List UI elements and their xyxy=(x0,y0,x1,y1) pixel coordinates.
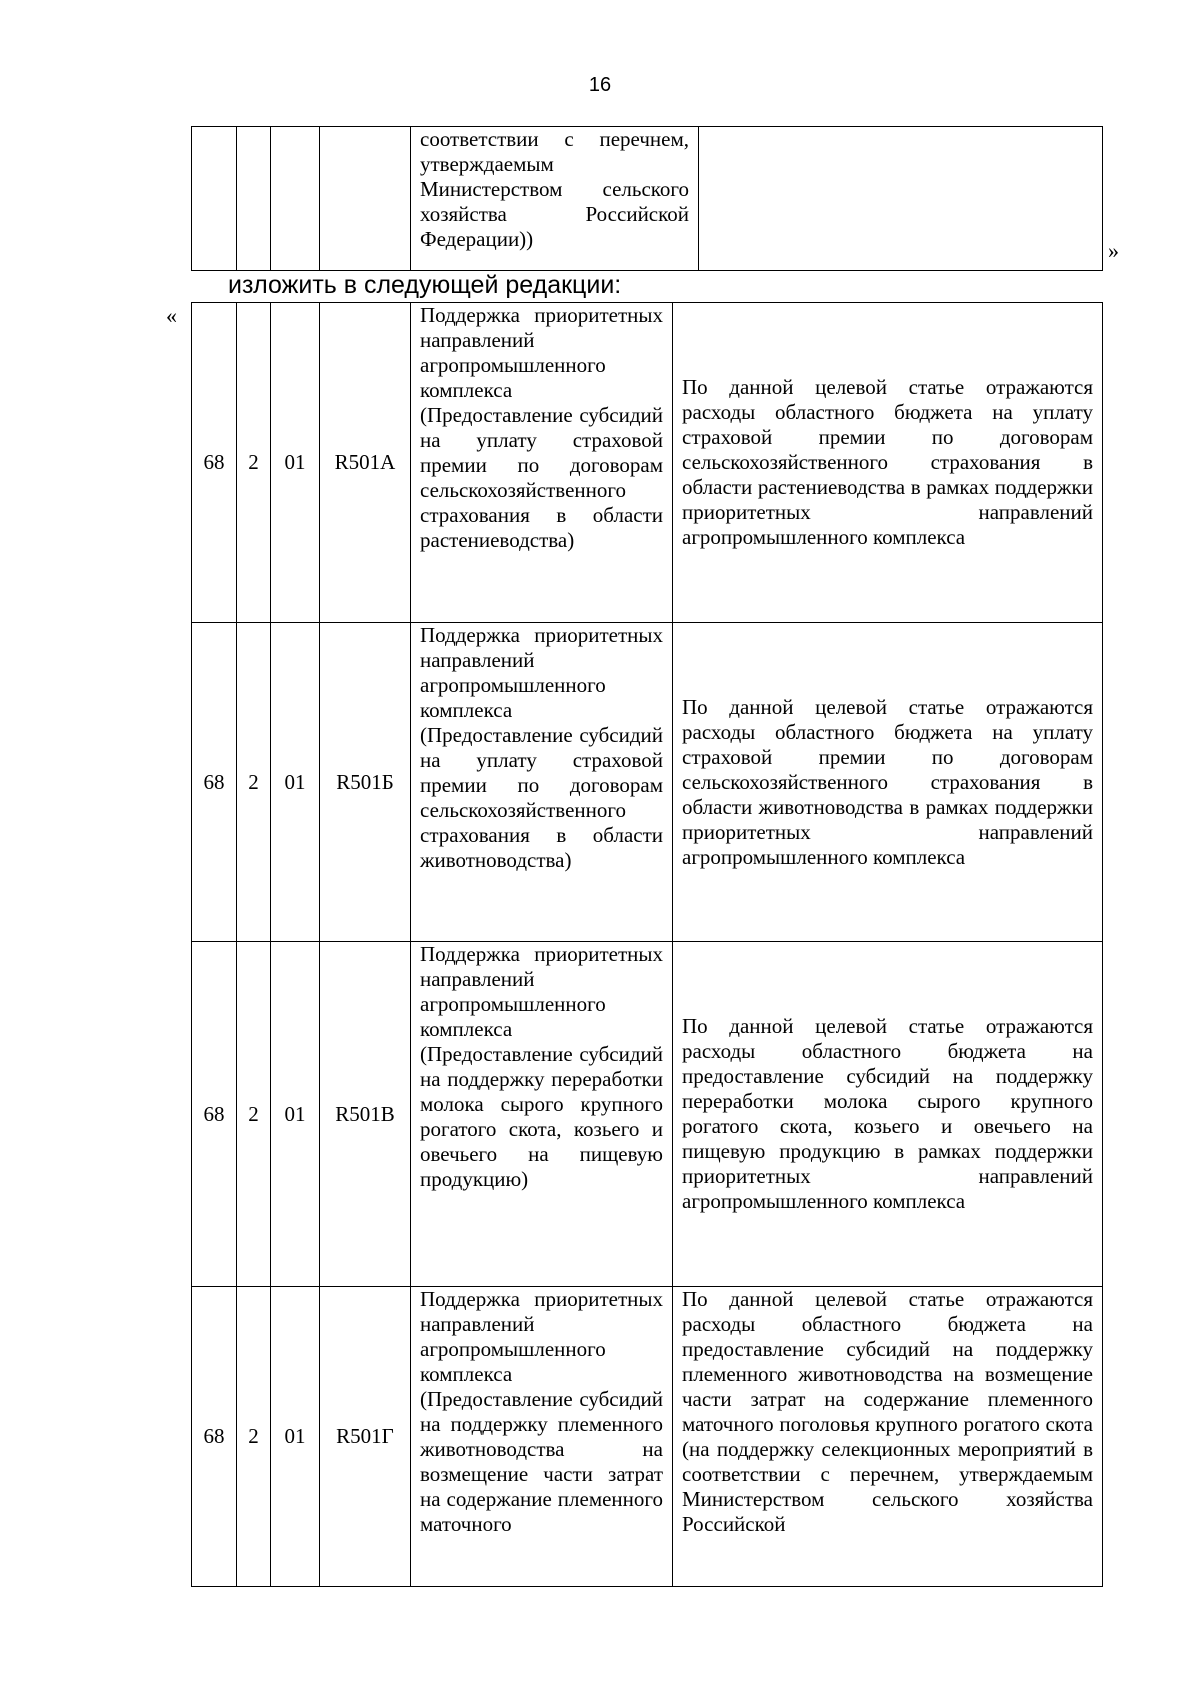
closing-quote: » xyxy=(1108,238,1119,263)
description-cell xyxy=(699,127,1103,271)
code-part-2: 2 xyxy=(237,1287,271,1587)
code-part-3: 01 xyxy=(271,303,320,623)
table-row xyxy=(192,127,1103,271)
code-part-4: R501В xyxy=(320,942,411,1287)
table-row xyxy=(192,303,1103,623)
table-cell xyxy=(271,127,320,271)
page-number: 16 xyxy=(588,74,612,96)
code-part-1: 68 xyxy=(192,303,237,623)
table-row xyxy=(192,1287,1103,1587)
description-cell: По данной целевой статье отражаются расходы областного бюджета на предоставление субсидий на поддержку переработки молока сырого крупного рогатого скота, козьего и овечьего на пищевую продукцию в рамках поддержки приоритетных направлений агропромышленного комплекса xyxy=(673,942,1103,1287)
main-table xyxy=(191,302,1103,1587)
code-part-4: R501Г xyxy=(320,1287,411,1587)
code-part-1: 68 xyxy=(192,623,237,942)
code-part-4: R501А xyxy=(320,303,411,623)
table-cell xyxy=(320,127,411,271)
table-cell xyxy=(192,127,237,271)
code-part-3: 01 xyxy=(271,623,320,942)
table-row xyxy=(192,623,1103,942)
code-part-3: 01 xyxy=(271,942,320,1287)
top-table-fragment xyxy=(191,126,1103,271)
name-cell: Поддержка приоритетных направлений агропромышленного комплекса (Предоставление субсидий на поддержку племенного животноводства на возмещение части затрат на содержание племенного маточного xyxy=(411,1287,673,1587)
code-part-1: 68 xyxy=(192,1287,237,1587)
table-cell xyxy=(237,127,271,271)
name-cell: Поддержка приоритетных направлений агропромышленного комплекса (Предоставление субсидий на уплату страховой премии по договорам сельскохозяйственного страхования в области животноводства) xyxy=(411,623,673,942)
description-cell: По данной целевой статье отражаются расходы областного бюджета на уплату страховой премии по договорам сельскохозяйственного страхования в области животноводства в рамках поддержки приоритетных направлений агропромышленного комплекса xyxy=(673,623,1103,942)
code-part-1: 68 xyxy=(192,942,237,1287)
code-part-2: 2 xyxy=(237,303,271,623)
name-cell: Поддержка приоритетных направлений агропромышленного комплекса (Предоставление субсидий на поддержку переработки молока сырого крупного рогатого скота, козьего и овечьего на пищевую продукцию) xyxy=(411,942,673,1287)
instruction-text: изложить в следующей редакции: xyxy=(228,271,622,299)
name-cell: соответствии с перечнем, утверждаемым Министерством сельского хозяйства Российской Федерации)) xyxy=(411,127,699,271)
description-cell: По данной целевой статье отражаются расходы областного бюджета на уплату страховой премии по договорам сельскохозяйственного страхования в области растениеводства в рамках поддержки приоритетных направлений агропромышленного комплекса xyxy=(673,303,1103,623)
name-cell: Поддержка приоритетных направлений агропромышленного комплекса (Предоставление субсидий на уплату страховой премии по договорам сельскохозяйственного страхования в области растениеводства) xyxy=(411,303,673,623)
code-part-2: 2 xyxy=(237,623,271,942)
opening-quote: « xyxy=(166,303,177,328)
code-part-4: R501Б xyxy=(320,623,411,942)
table-row xyxy=(192,942,1103,1287)
description-cell: По данной целевой статье отражаются расходы областного бюджета на предоставление субсидий на поддержку племенного животноводства на возмещение части затрат на содержание племенного маточного поголовья крупного рогатого скота (на поддержку селекционных мероприятий в соответствии с перечнем, утверждаемым Министерством сельского хозяйства Российской xyxy=(673,1287,1103,1587)
code-part-2: 2 xyxy=(237,942,271,1287)
code-part-3: 01 xyxy=(271,1287,320,1587)
